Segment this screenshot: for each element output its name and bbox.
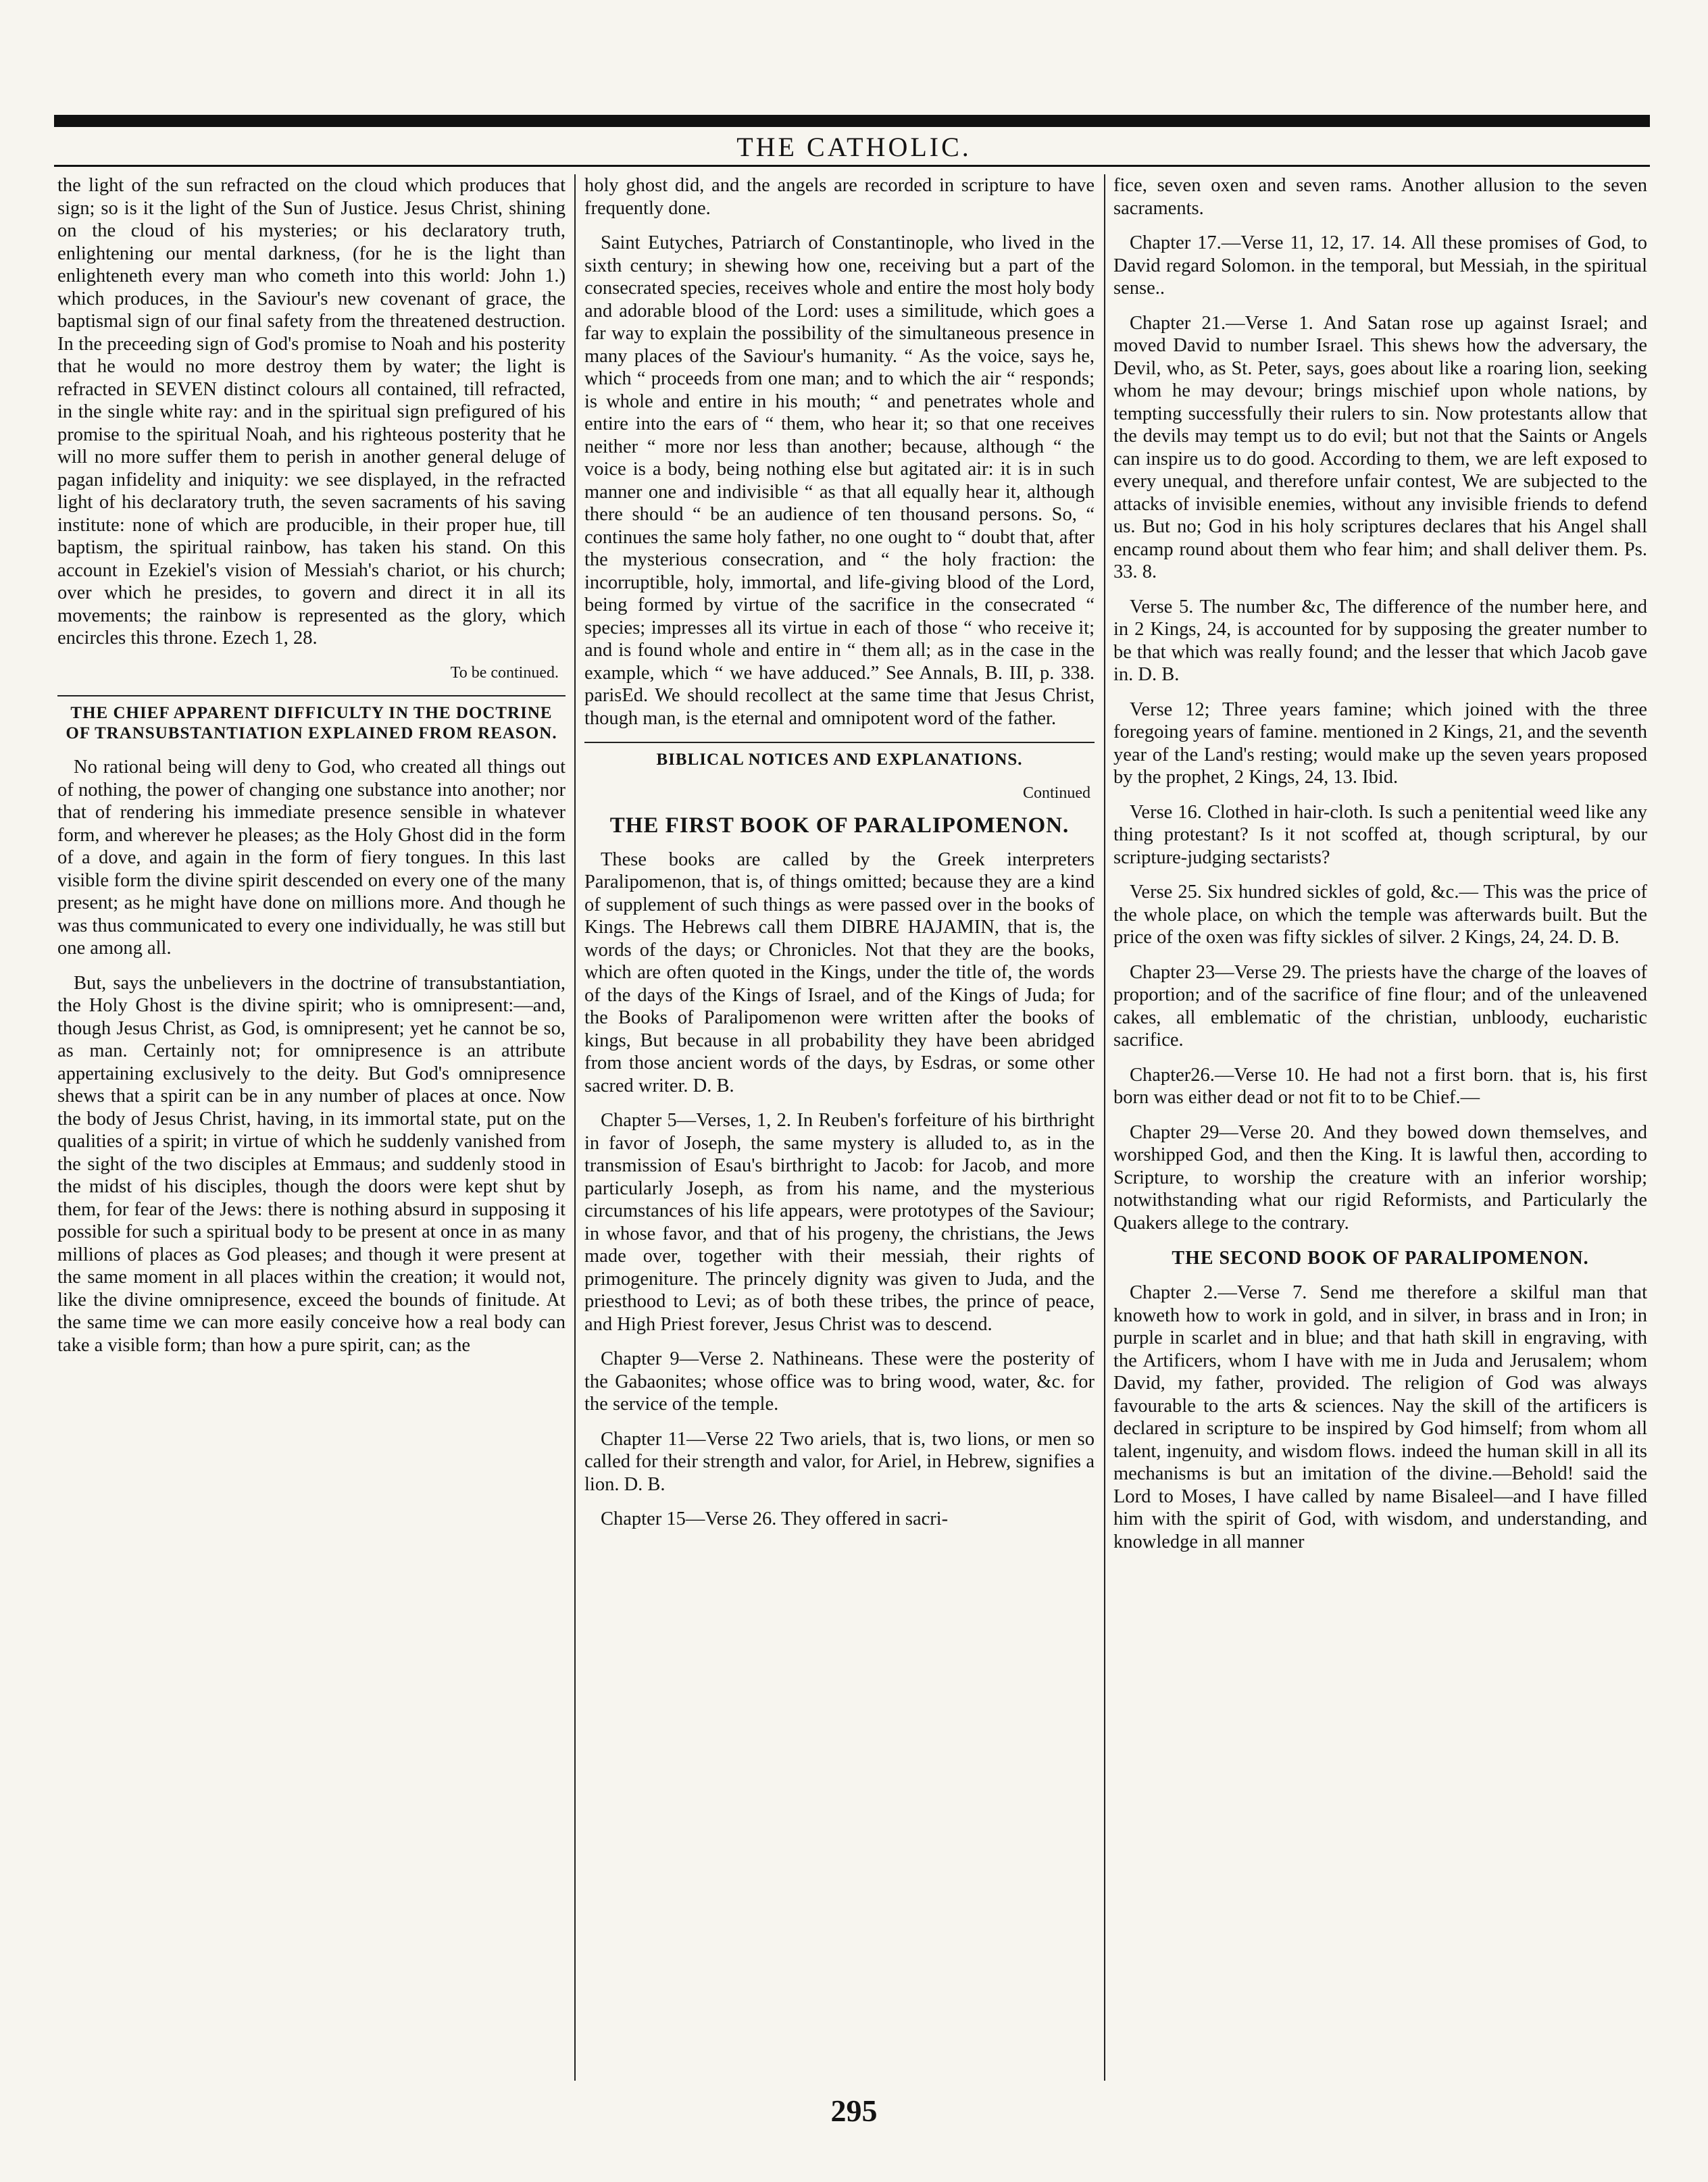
- masthead-rule-thin: [54, 165, 1650, 167]
- notice-paragraph: fice, seven oxen and seven rams. Another allusion to the seven sacraments.: [1113, 175, 1647, 219]
- book-heading: THE SECOND BOOK OF PARALIPOMENON.: [1172, 1248, 1589, 1269]
- to-be-continued: To be continued.: [450, 663, 559, 682]
- notice-paragraph: Chapter 21.—Verse 1. And Satan rose up against Israel; and moved David to number Israel. This shews how the adversary, the Devil, who, as St. Peter, says, goes about like a roaring lion, seeking whom he may devour; brings mischief upon whole nations, by tempting successfully their rulers to sin. Now protestants allow that the devils may tempt us to do evil; but not that the Saints or Angels can inspire us to do good. According to them, we are left exposed to every unequal, and therefore unfair contest, We are subjected to the attacks of invisible enemies, without any invisible friends to defend us. But no; God in his holy scriptures declares that his Angel shall encamp round about them who fear him; and shall deliver them. Ps. 33. 8.: [1113, 312, 1647, 582]
- notice-paragraph: Verse 16. Clothed in hair-cloth. Is such a penitential weed like any thing protestant? Is it not scoffed at, though scriptural, by our scripture-judging sectarists?: [1113, 801, 1647, 868]
- notice-paragraph: Verse 12; Three years famine; which joined with the three foregoing years of famine. mentioned in 2 Kings, 21, and the seventh year of the Land's resting; would make up the seven years proposed by the prophet, 2 Kings, 24, 13. Ibid.: [1113, 699, 1647, 788]
- article-paragraph: But, says the unbelievers in the doctrine of transubstantiation, the Holy Ghost is the divine spirit; who is omnipresent:—and, though Jesus Christ, as God, is omnipresent; yet he cannot be so, as man. Certainly not; for omnipresence is an attribute appertaining exclusively to the deity. But God's omnipresence shews that a spirit can be in any number of places at once. Now the body of Jesus Christ, having, in its immortal state, put on the qualities of a spirit; in virtue of which he suddenly vanished from the sight of the two disciples at Emmaus; and suddenly stood in the midst of his disciples, though the doors were kept shut by them, for fear of the Jews: there is nothing absurd in supposing it possible for such a spiritual body to be present at once in as many millions of places as God pleases; and though it were present at the same moment in all places within the creation; it would not, like the divine omnipresence, exceed the bounds of finitude. At the same time we can more easily conceive how a real body can take a visible form; than how a pure spirit, can; as the: [57, 972, 566, 1356]
- article-paragraph: the light of the sun refracted on the cloud which produces that sign; so is it the light of the Sun of Justice. Jesus Christ, shining on the cloud of his mysteries; or his declaratory truth, enlightening our mental darkness, (for he is the light than enlighteneth every man who cometh into this world: John 1.) which produces, in the Saviour's new covenant of grace, the baptismal sign of our final safety from the threatened destruction. In the preceeding sign of God's promise to Noah and his posterity that he would no more destroy them by water; the light is refracted in SEVEN distinct colours all contained, till refracted, in the single white ray: and in the spiritual sign prefigured of his promise to the spiritual Noah, and his righteous posterity that he will no more suffer them to perish in another general deluge of pagan infidelity and iniquity: we see displayed, in the refracted light of his declaratory truth, the seven sacraments of his saving institute: none of which are producible, in their proper hue, till baptism, the spiritual rainbow, has taken his stand. On this account in Ezekiel's vision of Messiah's chariot, or his church; over which he presides, to govern and direct it in all its movements; the rainbow is represented as the glory, which encircles this throne. Ezech 1, 28.: [57, 175, 566, 649]
- notice-paragraph: Chapter 29—Verse 20. And they bowed down themselves, and worshipped God, and then the King. It is lawful then, according to Scripture, to worship the creature with an inferior worship; notwithstanding what our rigid Reformists, and Particularly the Quakers allege to the contrary.: [1113, 1121, 1647, 1234]
- article-heading: THE CHIEF APPARENT DIFFICULTY IN THE DOCTRINE OF TRANSUBSTANTIATION EXPLAINED FROM REASON.: [57, 695, 566, 744]
- article-paragraph: No rational being will deny to God, who created all things out of nothing, the power of changing one substance into another; nor that of rendering his immediate presence sensible in whatever form, and wherever he pleases; as the Holy Ghost did in the form of a dove, and again in the form of fiery tongues. In this last visible form the divine spirit descended on every one of the many present; as he might have done on millions more. And though he was thus communicated to every one individually, he was still but one among all.: [57, 757, 566, 959]
- notice-paragraph: Verse 25. Six hundred sickles of gold, &c.— This was the price of the whole place, on which the temple was afterwards built. But the price of the oxen was fifty sickles of silver. 2 Kings, 24, 24. D. B.: [1113, 882, 1647, 948]
- masthead-rule-thick: [54, 115, 1650, 127]
- article-paragraph: Saint Eutyches, Patriarch of Constantinople, who lived in the sixth century; in shewing how one, receiving but a part of the consecrated species, receives whole and entire the most holy body and adorable blood of the Lord: uses a similitude, which goes a far way to explain the possibility of the simultaneous presence in many places of the Saviour's humanity. “ As the voice, says he, which “ proceeds from one man; and to which the air “ responds; is whole and entire in his mouth; “ and penetrates whole and entire into the ears of “ them, who hear it; so that one receives neither “ more nor less than another; because, although “ the voice is a body, being nothing else but agitated air: it is in such manner one and indivisible “ as that all equally hear it, although there should “ be an audience of ten thousand persons. So, “ continues the same holy father, no one ought to “ doubt that, after the mysterious consecration, and “ the holy fraction: the incorruptible, holy, immortal, and life-giving blood of the Lord, being formed by virtue of the sacrifice in the consecrated “ species; impresses all its virtue in each of those “ who receive it; and is found whole and entire in “ them all; as in the case in the example, which “ we have adduced.” See Annals, B. III, p. 338. parisEd. We should recollect at the same time that Jesus Christ, though man, is the eternal and omnipotent word of the father.: [584, 232, 1095, 729]
- column-divider: [1104, 174, 1105, 2081]
- notice-paragraph: Chapter 2.—Verse 7. Send me therefore a skilful man that knoweth how to work in gold, and in silver, in brass and in Iron; in purple in scarlet and in blue; and that hath skill in engraving, with the Artificers, whom I have with me in Juda and Jerusalem; whom David, my father, provided. The religion of God was always favourable to the arts & sciences. Nay the skill of the artificers is declared in scripture to be inspired by God himself; from whom all talent, ingenuity, and wisdom flows. indeed the human skill in all its mechanisms is but an imitation of the divine.—Behold! said the Lord to Moses, I have called by name Bisaleel—and I have filled him with the spirit of God, with wisdom, and understanding, and knowledge in all manner: [1113, 1282, 1647, 1552]
- column-right: [1113, 174, 1647, 2081]
- notice-paragraph: Chapter26.—Verse 10. He had not a first born. that is, his first born was either dead or not fit to to be Chief.—: [1113, 1064, 1647, 1108]
- notice-paragraph: These books are called by the Greek interpreters Paralipomenon, that is, of things omitted; because they are a kind of supplement of such things as were passed over in the books of Kings. The Hebrews call them DIBRE HAJAMIN, that is, the words of the days; or Chronicles. Not that they are the books, which are often quoted in the Kings, under the title of, the words of the days of the Kings of Israel, and of the Kings of Juda; for the Books of Paralipomenon were written after the books of kings, But because in all probability they have been abridged from those ancient words of the days, by Esdras, or some other sacred writer. D. B.: [584, 848, 1095, 1096]
- section-heading: BIBLICAL NOTICES AND EXPLANATIONS.: [584, 742, 1095, 770]
- notice-paragraph: Verse 5. The number &c, The difference of the number here, and in 2 Kings, 24, is accounted for by supposing the greater number to be that which was really found; and the lesser that which Jacob gave in. D. B.: [1113, 596, 1647, 685]
- continued-label: Continued: [1023, 784, 1090, 802]
- notice-paragraph: Chapter 5—Verses, 1, 2. In Reuben's forfeiture of his birthright in favor of Joseph, the same mystery is alluded to, as in the transmission of Esau's birthright to Jacob: for Jacob, and more particularly Joseph, as from his name, and the mysterious circumstances of his life appears, were prototypes of the Saviour; in whose favor, and that of his progeny, the christians, the Jews made over, together with their messiah, their rights of primogeniture. The princely dignity was given to Juda, and the priesthood to Levi; as of both these tribes, the prince of peace, and High Priest forever, Jesus Christ was to descend.: [584, 1110, 1095, 1335]
- notice-paragraph: Chapter 11—Verse 22 Two ariels, that is, two lions, or men so called for their strength and valor, for Ariel, in Hebrew, signifies a lion. D. B.: [584, 1428, 1095, 1495]
- page-number: 295: [830, 2094, 878, 2128]
- column-left: [57, 174, 566, 2081]
- notice-paragraph: Chapter 9—Verse 2. Nathineans. These were the posterity of the Gabaonites; whose office was to bring wood, water, &c. for the service of the temple.: [584, 1348, 1095, 1415]
- notice-paragraph: Chapter 15—Verse 26. They offered in sacri-: [601, 1508, 949, 1529]
- book-heading: THE FIRST BOOK OF PARALIPOMENON.: [609, 813, 1070, 838]
- column-middle: [584, 174, 1095, 2081]
- column-divider: [574, 174, 576, 2081]
- article-paragraph: holy ghost did, and the angels are recorded in scripture to have frequently done.: [584, 175, 1095, 219]
- notice-paragraph: Chapter 17.—Verse 11, 12, 17. 14. All these promises of God, to David regard Solomon. in the temporal, but Messiah, in the spiritual sense..: [1113, 232, 1647, 299]
- notice-paragraph: Chapter 23—Verse 29. The priests have the charge of the loaves of proportion; and of the sacrifice of fine flour; and of the unleavened cakes, all emblematic of the christian, unbloody, eucharistic sacrifice.: [1113, 961, 1647, 1050]
- running-title: THE CATHOLIC.: [736, 132, 972, 162]
